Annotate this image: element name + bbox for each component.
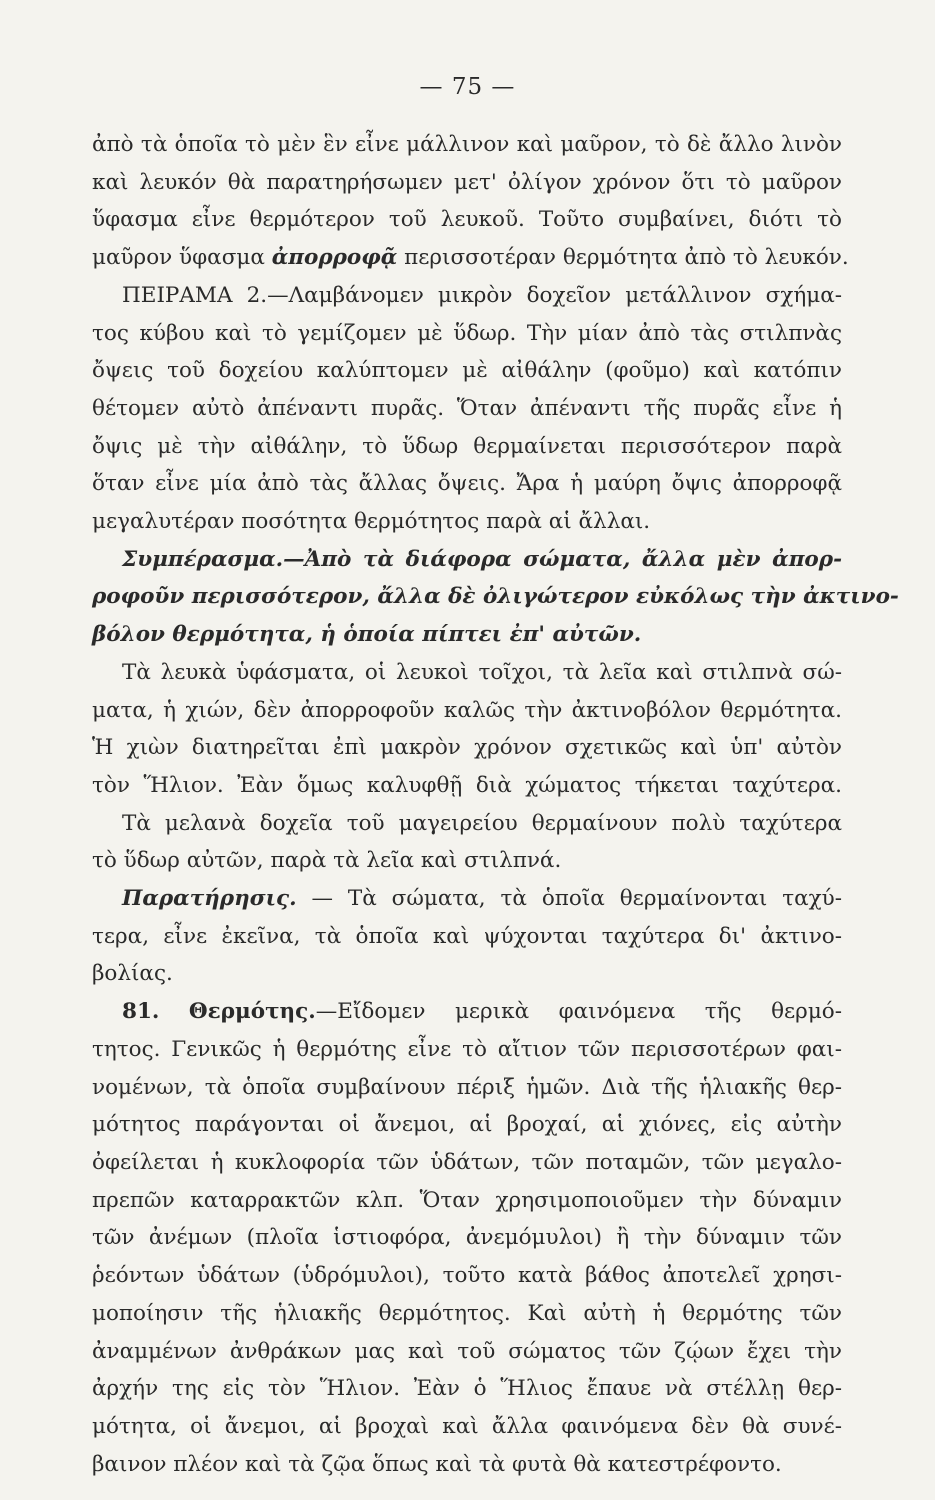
text-line: ὄψεις τοῦ δοχείου καλύπτομεν μὲ αἰθάλην (φοῦμο) καὶ κατόπιν (92, 358, 842, 384)
text-line (92, 993, 842, 1031)
observation-heading: Παρατήρησις. (122, 886, 297, 912)
text-line: τὸ ὕδωρ αὐτῶν, παρὰ τὰ λεῖα καὶ στιλπνά. (92, 848, 562, 874)
paragraph-experiment-2 (92, 277, 842, 541)
text-line: ὄψις μὲ τὴν αἰθάλην, τὸ ὕδωρ θερμαίνεται περισσότερον παρὰ (92, 433, 842, 459)
text-line: τος κύβου καὶ τὸ γεμίζομεν μὲ ὕδωρ. Τὴν μίαν ἀπὸ τὰς στιλπνὰς (92, 320, 842, 346)
text-line: ὀφείλεται ἡ κυκλοφορία τῶν ὑδάτων, τῶν ποταμῶν, τῶν μεγαλο- (92, 1149, 842, 1175)
text-line: ἀπὸ τὰ ὁποῖα τὸ μὲν ἓν εἶνε μάλλινον καὶ μαῦρον, τὸ δὲ ἄλλο λινὸν (92, 132, 842, 157)
text-fragment: — Τὰ σώματα, τὰ ὁποῖα θερμαίνονται ταχύ- (296, 886, 842, 912)
text-line: μότητα, οἱ ἄνεμοι, αἱ βροχαὶ καὶ ἄλλα φαινόμενα δὲν θὰ συνέ- (92, 1413, 842, 1439)
paragraph-1 (92, 126, 849, 277)
page-number: — 75 — (419, 74, 516, 100)
text-fragment: περισσοτέραν θερμότητα ἀπὸ τὸ λευκόν. (397, 245, 849, 271)
text-line: τῶν ἀνέμων (πλοῖα ἱστιοφόρα, ἀνεμόμυλοι) ἢ τὴν δύναμιν τῶν (92, 1225, 842, 1251)
text-line: τητος. Γενικῶς ἡ θερμότης εἶνε τὸ αἴτιον τῶν περισσοτέρων φαι- (92, 1036, 842, 1062)
text-line: ΠΕΙΡΑΜΑ 2.—Λαμβάνομεν μικρὸν δοχεῖον μετάλλινον σχήμα- (122, 282, 842, 308)
text-line: Ἡ χιὼν διατηρεῖται ἐπὶ μακρὸν χρόνον σχετικῶς καὶ ὑπ' αὐτὸν (92, 735, 842, 761)
body-text (92, 126, 899, 1483)
text-line: ὕφασμα εἶνε θερμότερον τοῦ λευκοῦ. Τοῦτο συμβαίνει, διότι τὸ (92, 207, 842, 233)
section-title: Θερμότης. (188, 999, 316, 1025)
text-line: ῥεόντων ὑδάτων (ὑδρόμυλοι), τοῦτο κατὰ βάθος ἀποτελεῖ χρησι- (92, 1263, 842, 1289)
text-line: Τὰ λευκὰ ὑφάσματα, οἱ λευκοὶ τοῖχοι, τὰ λεῖα καὶ στιλπνὰ σώ- (122, 659, 842, 685)
paragraph-observation (92, 880, 842, 993)
text-line: βολίας. (92, 961, 173, 987)
text-line: Τὰ μελανὰ δοχεῖα τοῦ μαγειρείου θερμαίνουν πολὺ ταχύτερα (122, 810, 842, 836)
text-line: τὸν Ἥλιον. Ἐὰν ὅμως καλυφθῇ διὰ χώματος τήκεται ταχύτερα. (92, 772, 842, 798)
text-line: μότητος παράγονται οἱ ἄνεμοι, αἱ βροχαί, αἱ χιόνες, εἰς αὐτὴν (92, 1112, 842, 1138)
text-line (92, 239, 849, 277)
emphasis-word: ἀπορροφᾷ (271, 245, 398, 271)
text-line: μοποίησιν τῆς ἡλιακῆς θερμότητος. Καὶ αὐτὴ ἡ θερμότης τῶν (92, 1300, 842, 1326)
text-line: νομένων, τὰ ὁποῖα συμβαίνουν πέριξ ἡμῶν. Διὰ τῆς ἡλιακῆς θερ- (92, 1074, 842, 1100)
paragraph-5 (92, 805, 842, 880)
text-fragment: μαῦρον ὕφασμα (92, 245, 272, 271)
paragraph-conclusion (92, 541, 899, 654)
text-line (92, 880, 842, 918)
text-line: βόλον θερμότητα, ἡ ὁποία πίπτει ἐπ' αὐτῶν. (92, 622, 642, 648)
text-line: τερα, εἶνε ἐκεῖνα, τὰ ὁποῖα καὶ ψύχονται ταχύτερα δι' ἀκτινο- (92, 923, 842, 949)
text-line: θέτομεν αὐτὸ ἀπέναντι πυρᾶς. Ὅταν ἀπέναντι τῆς πυρᾶς εἶνε ἡ (92, 395, 842, 421)
paragraph-4 (92, 654, 842, 805)
text-line: μεγαλυτέραν ποσότητα θερμότητος παρὰ αἱ ἄλλαι. (92, 509, 651, 535)
text-line: καὶ λευκόν θὰ παρατηρήσωμεν μετ' ὀλίγον χρόνον ὅτι τὸ μαῦρον (92, 169, 842, 195)
text-line: ροφοῦν περισσότερον, ἄλλα δὲ ὀλιγώτερον εὐκόλως τὴν ἀκτινο- (92, 584, 899, 610)
text-line: ἀναμμένων ἀνθράκων μας καὶ τοῦ σώματος τῶν ζῴων ἔχει τὴν (92, 1338, 842, 1364)
text-line: ὅταν εἶνε μία ἀπὸ τὰς ἄλλας ὄψεις. Ἄρα ἡ μαύρη ὄψις ἀπορροφᾷ (92, 471, 842, 497)
text-line: βαινον πλέον καὶ τὰ ζῷα ὅπως καὶ τὰ φυτὰ θὰ κατεστρέφοντο. (92, 1451, 782, 1477)
section-number: 81. (122, 999, 160, 1025)
text-line: ματα, ἡ χιών, δὲν ἀπορροφοῦν καλῶς τὴν ἀκτινοβόλον θερμότητα. (92, 697, 842, 723)
text-line: ἀρχήν της εἰς τὸν Ἥλιον. Ἐὰν ὁ Ἥλιος ἔπαυε νὰ στέλλῃ θερ- (92, 1376, 842, 1402)
text-line: Συμπέρασμα.—Ἀπὸ τὰ διάφορα σώματα, ἄλλα μὲν ἀπορ- (122, 546, 842, 572)
section-81 (92, 993, 842, 1483)
text-line: πρεπῶν καταρρακτῶν κλπ. Ὅταν χρησιμοποιοῦμεν τὴν δύναμιν (92, 1187, 842, 1213)
text-fragment: —Εἴδομεν μερικὰ φαινόμενα τῆς θερμό- (315, 999, 842, 1025)
